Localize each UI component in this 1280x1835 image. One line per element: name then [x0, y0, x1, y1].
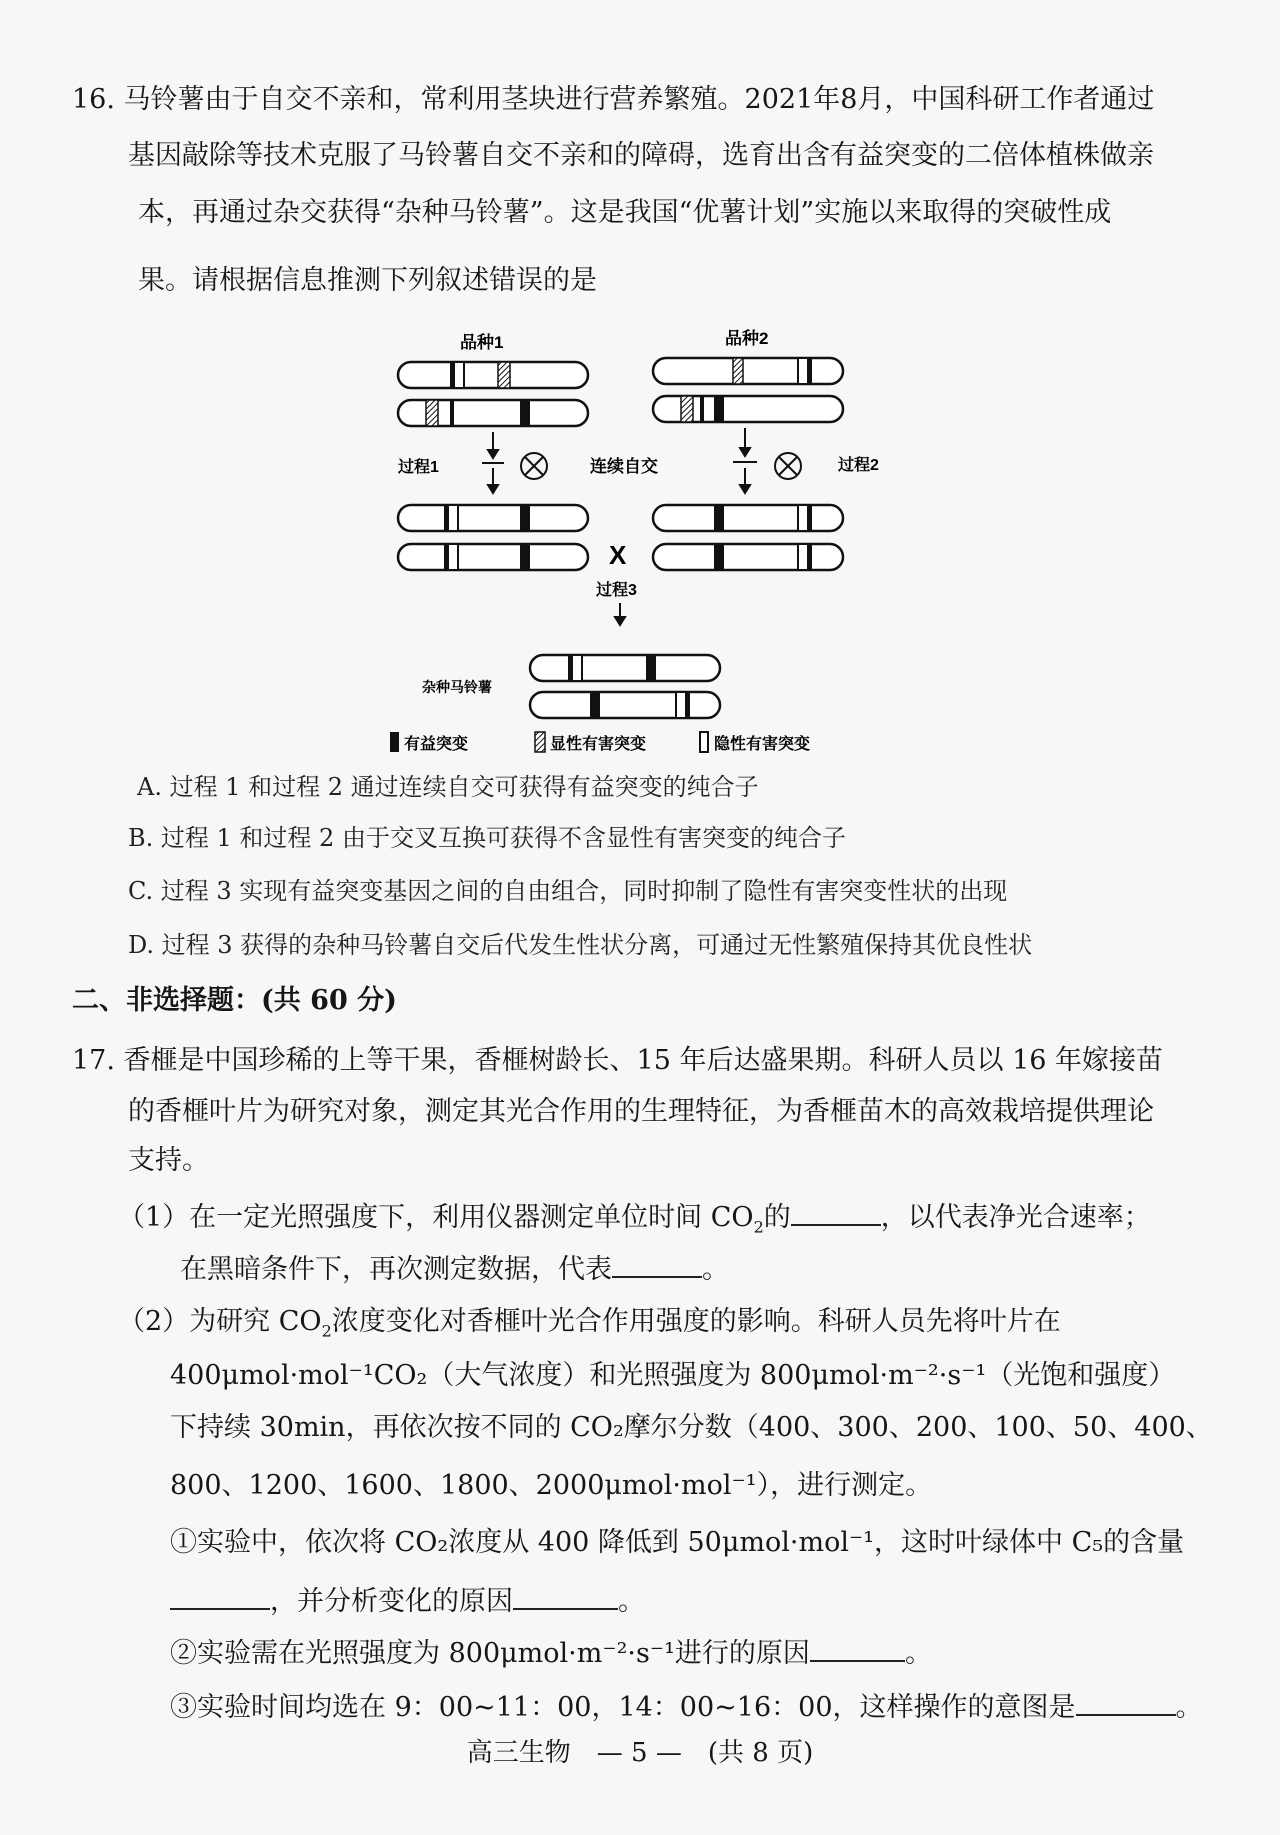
q17-line2: 的香榧叶片为研究对象，测定其光合作用的生理特征，为香榧苗木的高效栽培提供理论 — [128, 1096, 1154, 1127]
q17-sub3-text-b: 。 — [1175, 1692, 1203, 1723]
q17-part2-line3: 下持续 30min，再依次按不同的 CO₂摩尔分数（400、300、200、100、50、400、 — [170, 1412, 1213, 1443]
q16-option-a: A. 过程 1 和过程 2 通过连续自交可获得有益突变的纯合子 — [137, 773, 759, 801]
q17-part2-line4: 800、1200、1600、1800、2000μmol·mol⁻¹），进行测定。 — [170, 1470, 933, 1501]
legend-recessive-swatch — [700, 732, 708, 752]
answer-blank-1[interactable] — [791, 1196, 881, 1226]
answer-blank-4[interactable] — [513, 1580, 618, 1610]
process3-arrow — [615, 603, 625, 625]
q17-sub1-line1: ①实验中，依次将 CO₂浓度从 400 降低到 50μmol·mol⁻¹，这时叶绿体中 C₅的含量 — [170, 1527, 1185, 1558]
q17-number: 17. — [72, 1045, 115, 1076]
q16-option-d: D. 过程 3 获得的杂种马铃薯自交后代发生性状分离，可通过无性繁殖保持其优良性状 — [128, 931, 1033, 959]
self-cross-symbol-left — [521, 453, 547, 479]
q17-line1 — [72, 1043, 1163, 1079]
answer-blank-2[interactable] — [612, 1248, 702, 1278]
q17-text-1: 香榧是中国珍稀的上等干果，香榧树龄长、15 年后达盛果期。科研人员以 16 年嫁接苗 — [123, 1045, 1164, 1076]
chromosome-diagram — [390, 320, 910, 760]
process1-label: 过程1 — [398, 459, 439, 476]
process1-arrow — [482, 432, 504, 493]
q17-part1-text-d: 在黑暗条件下，再次测定数据，代表 — [180, 1254, 612, 1285]
q16-line1 — [72, 82, 1154, 118]
q17-part1-text-a: （1）在一定光照强度下，利用仪器测定单位时间 CO — [118, 1202, 754, 1233]
cross-symbol: X — [609, 540, 627, 570]
q16-number: 16. — [72, 84, 115, 115]
variety1-chromosome-bottom — [398, 400, 588, 426]
variety1-label: 品种1 — [460, 333, 504, 352]
hybrid-chromosome-bottom — [530, 692, 720, 718]
result1-chromosome-top — [398, 505, 588, 531]
legend-beneficial: 有益突变 — [404, 736, 469, 753]
q17-part1-text-c: ，以代表净光合速率； — [880, 1202, 1151, 1233]
q16-option-c: C. 过程 3 实现有益突变基因之间的自由组合，同时抑制了隐性有害突变性状的出现 — [128, 877, 1008, 905]
legend-beneficial-swatch — [390, 732, 399, 752]
legend — [390, 732, 810, 753]
q17-sub3-text-a: ③实验时间均选在 9：00~11：00，14：00~16：00，这样操作的意图是 — [170, 1692, 1076, 1723]
answer-blank-5[interactable] — [810, 1632, 905, 1662]
q17-sub1-text-b: ，并分析变化的原因 — [270, 1586, 513, 1617]
hybrid-chromosome-top — [530, 655, 720, 681]
legend-dominant-swatch — [535, 732, 545, 752]
process3-label: 过程3 — [596, 582, 637, 599]
variety1-chromosome-top — [398, 362, 588, 388]
q17-part1-line2 — [180, 1248, 729, 1288]
q17-sub1-line2 — [170, 1580, 645, 1620]
page-footer: 高三生物 — 5 — (共 8 页) — [466, 1738, 814, 1768]
q17-sub3-line — [170, 1686, 1203, 1726]
q17-sub2-text-b: 。 — [904, 1638, 932, 1669]
co2-subscript-2: 2 — [321, 1321, 332, 1341]
result2-chromosome-top — [653, 505, 843, 531]
self-cross-symbol-right — [775, 453, 801, 479]
q17-sub2-text-a: ②实验需在光照强度为 800μmol·m⁻²·s⁻¹进行的原因 — [170, 1638, 810, 1669]
q16-line2: 基因敲除等技术克服了马铃薯自交不亲和的障碍，选育出含有益突变的二倍体植株做亲 — [128, 140, 1154, 171]
legend-recessive-harmful: 隐性有害突变 — [714, 736, 811, 753]
q17-part1-text-e: 。 — [702, 1254, 729, 1285]
result2-chromosome-bottom — [653, 544, 843, 570]
legend-dominant-harmful: 显性有害突变 — [550, 736, 647, 753]
hybrid-label: 杂种马铃薯 — [422, 679, 492, 695]
section2-heading: 二、非选择题：(共 60 分) — [72, 985, 397, 1016]
q17-part1-line1 — [118, 1196, 1151, 1245]
q17-part2-text-a: （2）为研究 CO — [118, 1306, 322, 1337]
variety2-chromosome-top — [653, 358, 843, 384]
answer-blank-3[interactable] — [170, 1580, 270, 1610]
answer-blank-6[interactable] — [1076, 1686, 1176, 1716]
self-cross-label: 连续自交 — [590, 457, 658, 476]
q17-sub1-text-c: 。 — [618, 1586, 645, 1617]
q17-part2-line1 — [118, 1304, 1061, 1349]
variety2-chromosome-bottom — [653, 396, 843, 422]
q17-sub2-line — [170, 1632, 932, 1672]
result1-chromosome-bottom — [398, 544, 588, 570]
q16-option-b: B. 过程 1 和过程 2 由于交叉互换可获得不含显性有害突变的纯合子 — [128, 824, 846, 852]
process2-arrow — [733, 428, 757, 493]
q16-line4: 果。请根据信息推测下列叙述错误的是 — [138, 265, 597, 296]
q17-part1-text-b: 的 — [763, 1202, 791, 1233]
variety2-label: 品种2 — [725, 329, 769, 348]
process2-label: 过程2 — [838, 457, 879, 474]
q16-text-1: 马铃薯由于自交不亲和，常利用茎块进行营养繁殖。2021年8月，中国科研工作者通过 — [123, 84, 1155, 115]
q17-line3: 支持。 — [128, 1145, 209, 1176]
q17-part2-line2: 400μmol·mol⁻¹CO₂（大气浓度）和光照强度为 800μmol·m⁻²·s⁻¹（光饱和强度） — [170, 1360, 1176, 1391]
q17-part2-text-b: 浓度变化对香榧叶光合作用强度的影响。科研人员先将叶片在 — [331, 1306, 1061, 1337]
co2-subscript: 2 — [753, 1217, 764, 1237]
q16-line3: 本，再通过杂交获得“杂种马铃薯”。这是我国“优薯计划”实施以来取得的突破性成 — [138, 197, 1112, 228]
